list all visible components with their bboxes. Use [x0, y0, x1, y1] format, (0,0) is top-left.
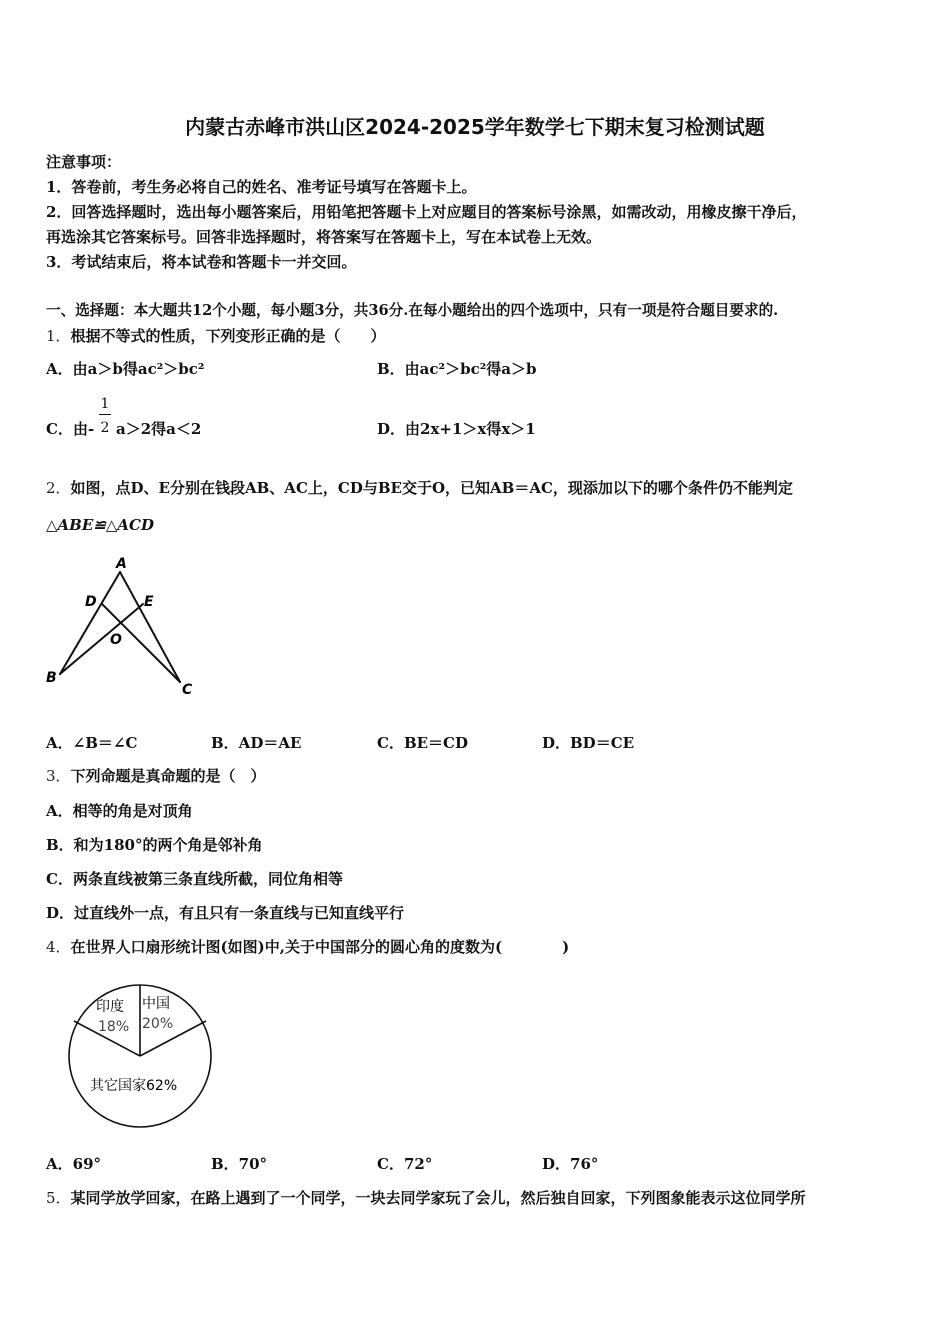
question-4-text: 在世界人口扇形统计图(如图)中,关于中国部分的圆心角的度数为( ) [70, 938, 570, 956]
q1-option-c-suffix: a＞2得a＜2 [116, 420, 202, 438]
notes-heading: 注意事项： [46, 153, 122, 171]
q1-option-a: A．由a＞b得ac²＞bc² [46, 360, 205, 378]
pie-label-other: 其它国家62% [90, 1078, 178, 1094]
q1-option-c-prefix: C．由- [46, 420, 95, 438]
pie-value-china: 20% [142, 1016, 174, 1032]
segment-be [60, 604, 143, 674]
question-1-text: 根据不等式的性质，下列变形正确的是（ ） [70, 327, 386, 345]
q1-option-c-frac-num: 1 [100, 396, 110, 412]
q3-option-a: A．相等的角是对顶角 [46, 802, 193, 820]
notes-item-2-cont: 再选涂其它答案标号。回答非选择题时，将答案写在答题卡上，写在本试卷上无效。 [46, 228, 602, 246]
q4-option-c: C．72° [377, 1155, 433, 1173]
label-d: D [85, 594, 97, 610]
segment-ac [120, 572, 180, 682]
q2-option-d: D．BD＝CE [542, 734, 635, 752]
q3-option-c: C．两条直线被第三条直线所截，同位角相等 [46, 870, 343, 888]
page-title: 内蒙古赤峰市洪山区2024-2025学年数学七下期末复习检测试题 [185, 115, 765, 139]
question-number: 2． [46, 479, 71, 497]
question-4-stem [46, 938, 569, 956]
q2-option-a: A．∠B＝∠C [46, 734, 138, 752]
question-5-text: 某同学放学回家，在路上遇到了一个同学，一块去同学家玩了会儿，然后独自回家，下列图象能表示这位同学所 [70, 1189, 806, 1207]
pie-label-india: 印度 [96, 999, 124, 1015]
label-e: E [144, 594, 154, 610]
label-a: A [116, 556, 127, 572]
section-heading: 一、选择题：本大题共12个小题，每小题3分，共36分.在每小题给出的四个选项中，只有一项是符合题目要求的. [46, 302, 779, 319]
notes-item-3: 3．考试结束后，将本试卷和答题卡一并交回。 [46, 253, 357, 271]
question-2-text: 如图，点D、E分别在钱段AB、AC上，CD与BE交于O，已知AB＝AC，现添加以下的哪个条件仍不能判定 [70, 479, 793, 497]
question-number: 1． [46, 327, 71, 345]
pie-value-india: 18% [98, 1019, 130, 1035]
q4-option-d: D．76° [542, 1155, 599, 1173]
question-number: 3． [46, 767, 71, 785]
segment-ab [60, 572, 120, 674]
label-o: O [110, 632, 122, 648]
q4-option-b: B．70° [211, 1155, 268, 1173]
q1-option-b: B．由ac²＞bc²得a＞b [377, 360, 537, 378]
question-2-stem [46, 479, 793, 497]
notes-item-1: 1．答卷前，考生务必将自己的姓名、准考证号填写在答题卡上。 [46, 178, 477, 196]
label-b: B [46, 670, 57, 686]
q2-option-c: C．BE＝CD [377, 734, 468, 752]
question-3-stem [46, 767, 266, 785]
q3-option-b: B．和为180°的两个角是邻补角 [46, 836, 263, 854]
question-number: 5． [46, 1189, 71, 1207]
question-number: 4． [46, 938, 71, 956]
question-1-stem [46, 327, 386, 345]
notes-item-2: 2．回答选择题时，选出每小题答案后，用铅笔把答题卡上对应题目的答案标号涂黑，如需改动，用橡皮擦干净后， [46, 203, 807, 221]
q2-option-b: B．AD＝AE [211, 734, 302, 752]
pie-chart-figure [60, 978, 220, 1130]
question-3-text: 下列命题是真命题的是（ ） [70, 767, 266, 785]
q1-option-d: D．由2x+1＞x得x＞1 [377, 420, 536, 438]
question-2-stem-cont: △ABE≌△ACD [46, 516, 154, 534]
label-c: C [182, 682, 193, 698]
question-5-stem [46, 1189, 806, 1207]
q4-option-a: A．69° [46, 1155, 102, 1173]
pie-label-china: 中国 [142, 996, 170, 1012]
fraction-bar [99, 414, 111, 415]
triangle-figure [40, 552, 210, 702]
q1-option-c-frac-den: 2 [100, 420, 110, 436]
q3-option-d: D．过直线外一点，有且只有一条直线与已知直线平行 [46, 904, 405, 922]
